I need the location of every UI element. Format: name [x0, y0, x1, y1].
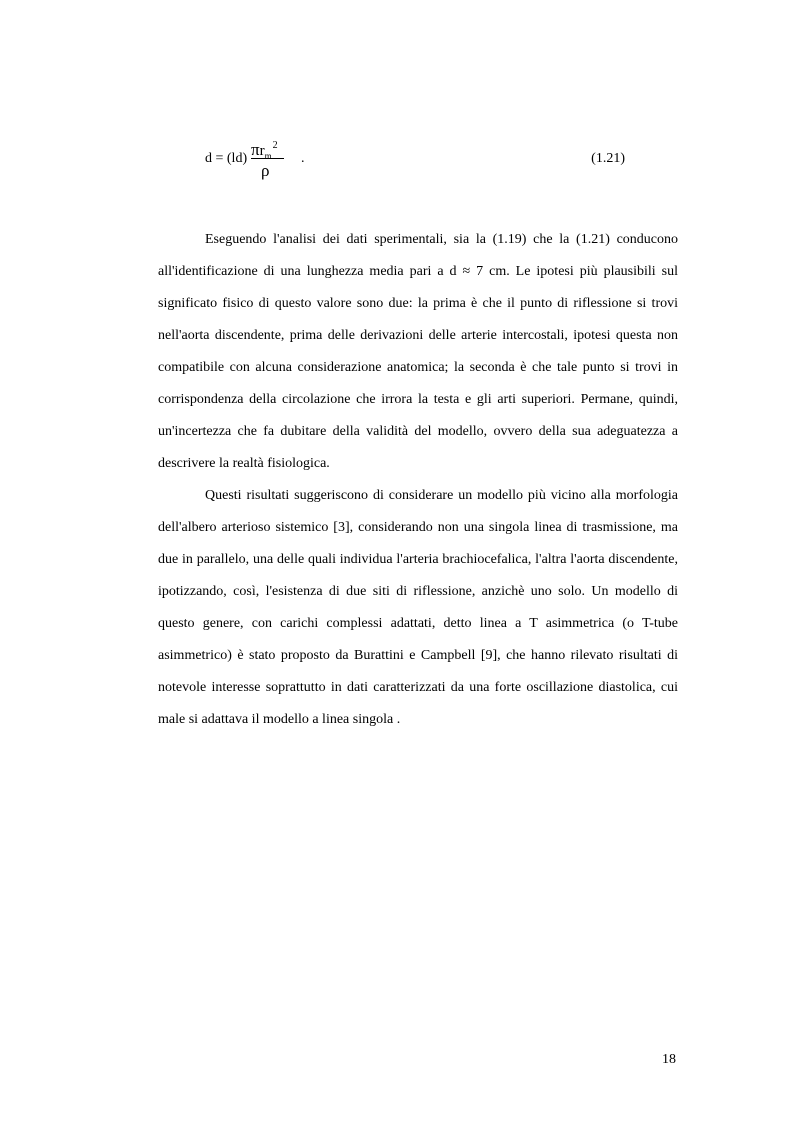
fraction-denominator: ρ	[261, 161, 270, 180]
superscript-2: 2	[272, 140, 278, 151]
fraction-numerator	[251, 140, 287, 160]
equation-fraction	[251, 138, 287, 184]
body-text	[158, 224, 678, 736]
pi-symbol: π	[251, 140, 260, 159]
subscript-m: m	[264, 151, 272, 161]
equation-period: .	[301, 151, 305, 166]
fraction-bar	[251, 158, 284, 159]
equation-1-21	[205, 138, 635, 188]
paragraph-2: Questi risultati suggeriscono di considerare un modello più vicino alla morfologia dell'albero arterioso sistemico [3], considerando non una singola linea di trasmissione, ma due in parallelo, una delle quali individua l'arteria brachiocefalica, l'altra l'aorta discendente, ipotizzando, così, l'esistenza di due siti di riflessione, anzichè uno solo. Un modello di questo genere, con carichi complessi adattati, detto linea a T asimmetrica (o T-tube asimmetrico) è stato proposto da Burattini e Campbell [9], che hanno rilevato risultati di notevole interesse soprattutto in dati caratterizzati da una forte oscillazione diastolica, cui male si adattava il modello a linea singola .	[158, 488, 678, 727]
page-number: 18	[662, 1052, 676, 1067]
paragraph-1: Eseguendo l'analisi dei dati sperimentali, sia la (1.19) che la (1.21) conducono all'identificazione di una lunghezza media pari a d ≈ 7 cm. Le ipotesi più plausibili sul significato fisico di questo valore sono due: la prima è che il punto di riflessione si trovi nell'aorta discendente, prima delle derivazioni delle arterie intercostali, ipotesi questa non compatibile con alcuna considerazione anatomica; la seconda è che tale punto si trovi in corrispondenza della circolazione che irrora la testa e gli arti superiori. Permane, quindi, un'incertezza che fa dubitare della validità del modello, ovvero della sua adeguatezza a descrivere la realtà fisiologica.	[158, 232, 678, 471]
radius-symbol: r	[259, 143, 265, 159]
equation-number: (1.21)	[591, 151, 625, 166]
equation-lhs: d = (ld)	[205, 151, 248, 166]
